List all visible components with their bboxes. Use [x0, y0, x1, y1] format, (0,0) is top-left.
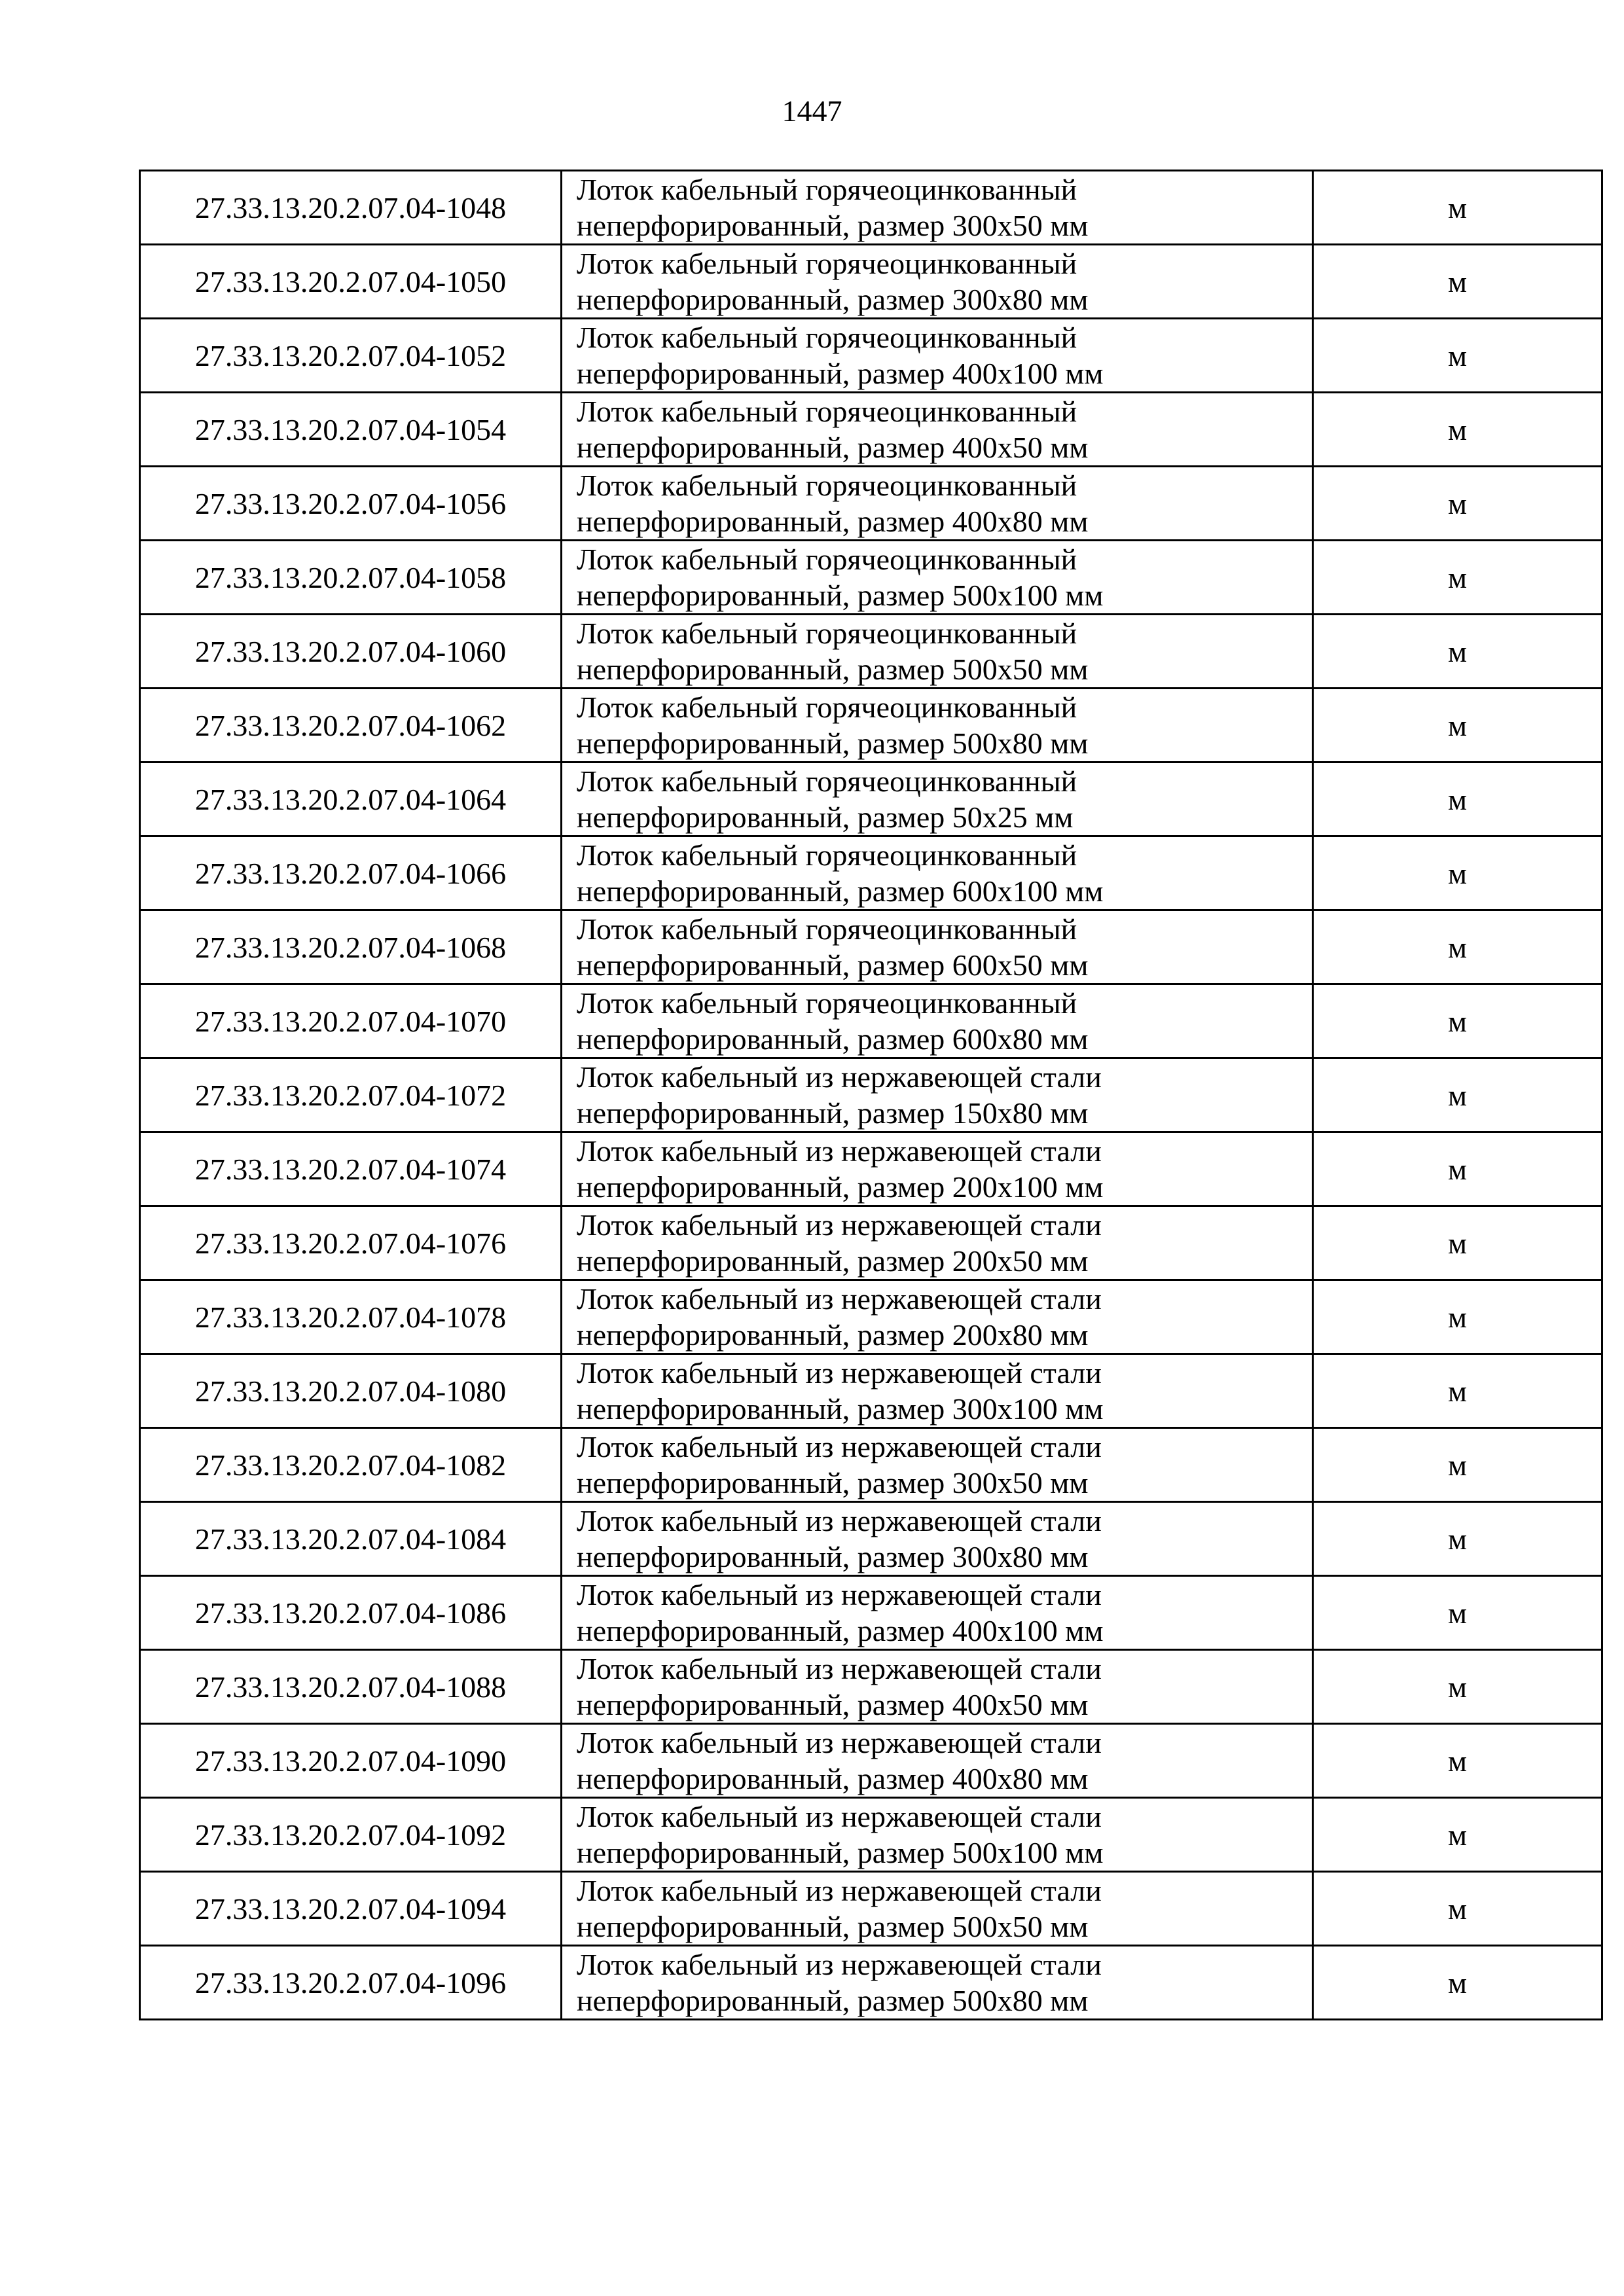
unit-cell: м — [1313, 467, 1602, 541]
resource-name-line-2: неперфорированный, размер 600x80 мм — [577, 1022, 1089, 1056]
resource-name-line-1: Лоток кабельный горячеоцинкованный — [577, 617, 1077, 650]
resource-name-cell — [562, 689, 1313, 762]
table-row — [140, 1058, 1602, 1132]
table-row — [140, 1428, 1602, 1502]
resource-name-line-2: неперфорированный, размер 400x80 мм — [577, 1762, 1089, 1795]
resource-name-line-2: неперфорированный, размер 300x100 мм — [577, 1392, 1104, 1426]
table-row — [140, 1206, 1602, 1280]
resource-name-line-1: Лоток кабельный горячеоцинкованный — [577, 691, 1077, 724]
resource-name-line-2: неперфорированный, размер 500x50 мм — [577, 653, 1089, 686]
resource-name-cell — [562, 1576, 1313, 1650]
resource-name-line-1: Лоток кабельный из нержавеющей стали — [577, 1874, 1102, 1907]
unit-cell: м — [1313, 319, 1602, 393]
table-row — [140, 1946, 1602, 2020]
resource-name-line-2: неперфорированный, размер 400x50 мм — [577, 431, 1089, 464]
unit-cell: м — [1313, 1058, 1602, 1132]
unit-cell: м — [1313, 910, 1602, 984]
unit-cell: м — [1313, 541, 1602, 615]
resource-name-cell — [562, 1058, 1313, 1132]
unit-cell: м — [1313, 1946, 1602, 2020]
resource-code-cell: 27.33.13.20.2.07.04-1088 — [140, 1650, 562, 1724]
resource-code-cell: 27.33.13.20.2.07.04-1090 — [140, 1724, 562, 1798]
resource-name-line-2: неперфорированный, размер 600x100 мм — [577, 874, 1104, 908]
catalog-table — [139, 170, 1603, 2020]
page-number: 1447 — [782, 94, 842, 128]
resource-name-line-1: Лоток кабельный горячеоцинкованный — [577, 986, 1077, 1020]
resource-name-cell — [562, 1650, 1313, 1724]
table-row — [140, 1576, 1602, 1650]
resource-name-line-2: неперфорированный, размер 150x80 мм — [577, 1096, 1089, 1130]
resource-name-line-2: неперфорированный, размер 500x80 мм — [577, 1984, 1089, 2017]
resource-code-cell: 27.33.13.20.2.07.04-1058 — [140, 541, 562, 615]
resource-name-line-1: Лоток кабельный горячеоцинкованный — [577, 764, 1077, 798]
unit-cell: м — [1313, 1872, 1602, 1946]
resource-name-line-1: Лоток кабельный горячеоцинкованный — [577, 247, 1077, 280]
resource-name-cell — [562, 1946, 1313, 2020]
resource-code-cell: 27.33.13.20.2.07.04-1080 — [140, 1354, 562, 1428]
table-row — [140, 171, 1602, 245]
resource-code-cell: 27.33.13.20.2.07.04-1050 — [140, 245, 562, 319]
table-row — [140, 762, 1602, 836]
resource-name-cell — [562, 171, 1313, 245]
resource-code-cell: 27.33.13.20.2.07.04-1062 — [140, 689, 562, 762]
table-row — [140, 1872, 1602, 1946]
resource-name-line-1: Лоток кабельный из нержавеющей стали — [577, 1504, 1102, 1537]
resource-code-cell: 27.33.13.20.2.07.04-1086 — [140, 1576, 562, 1650]
table-row — [140, 319, 1602, 393]
resource-name-line-2: неперфорированный, размер 400x80 мм — [577, 505, 1089, 538]
resource-code-cell: 27.33.13.20.2.07.04-1096 — [140, 1946, 562, 2020]
unit-cell: м — [1313, 1132, 1602, 1206]
resource-name-cell — [562, 467, 1313, 541]
resource-name-cell — [562, 1724, 1313, 1798]
resource-code-cell: 27.33.13.20.2.07.04-1060 — [140, 615, 562, 689]
unit-cell: м — [1313, 245, 1602, 319]
resource-code-cell: 27.33.13.20.2.07.04-1070 — [140, 984, 562, 1058]
unit-cell: м — [1313, 393, 1602, 467]
resource-code-cell: 27.33.13.20.2.07.04-1078 — [140, 1280, 562, 1354]
table-row — [140, 984, 1602, 1058]
resource-name-line-1: Лоток кабельный из нержавеющей стали — [577, 1578, 1102, 1611]
resource-name-cell — [562, 984, 1313, 1058]
resource-name-line-1: Лоток кабельный горячеоцинкованный — [577, 173, 1077, 206]
table-row — [140, 1280, 1602, 1354]
resource-code-cell: 27.33.13.20.2.07.04-1072 — [140, 1058, 562, 1132]
unit-cell: м — [1313, 1354, 1602, 1428]
resource-code-cell: 27.33.13.20.2.07.04-1084 — [140, 1502, 562, 1576]
resource-name-line-2: неперфорированный, размер 400x50 мм — [577, 1688, 1089, 1721]
resource-code-cell: 27.33.13.20.2.07.04-1092 — [140, 1798, 562, 1872]
resource-code-cell: 27.33.13.20.2.07.04-1054 — [140, 393, 562, 467]
resource-name-cell — [562, 1872, 1313, 1946]
unit-cell: м — [1313, 1798, 1602, 1872]
resource-name-line-1: Лоток кабельный из нержавеющей стали — [577, 1208, 1102, 1242]
resource-name-line-1: Лоток кабельный из нержавеющей стали — [577, 1800, 1102, 1833]
resource-name-line-2: неперфорированный, размер 400x100 мм — [577, 357, 1104, 390]
resource-name-cell — [562, 615, 1313, 689]
resource-name-line-2: неперфорированный, размер 500x80 мм — [577, 726, 1089, 760]
resource-name-cell — [562, 245, 1313, 319]
resource-name-cell — [562, 762, 1313, 836]
table-row — [140, 1132, 1602, 1206]
resource-name-cell — [562, 1206, 1313, 1280]
unit-cell: м — [1313, 689, 1602, 762]
unit-cell: м — [1313, 1576, 1602, 1650]
resource-name-cell — [562, 910, 1313, 984]
table-row — [140, 615, 1602, 689]
resource-name-line-1: Лоток кабельный из нержавеющей стали — [577, 1726, 1102, 1759]
resource-name-line-2: неперфорированный, размер 500x50 мм — [577, 1910, 1089, 1943]
table-row — [140, 836, 1602, 910]
resource-code-cell: 27.33.13.20.2.07.04-1048 — [140, 171, 562, 245]
resource-name-line-2: неперфорированный, размер 500x100 мм — [577, 1836, 1104, 1869]
resource-name-line-2: неперфорированный, размер 400x100 мм — [577, 1614, 1104, 1647]
resource-name-cell — [562, 393, 1313, 467]
resource-name-cell — [562, 1428, 1313, 1502]
resource-name-cell — [562, 541, 1313, 615]
resource-code-cell: 27.33.13.20.2.07.04-1064 — [140, 762, 562, 836]
resource-name-line-1: Лоток кабельный горячеоцинкованный — [577, 321, 1077, 354]
resource-code-cell: 27.33.13.20.2.07.04-1066 — [140, 836, 562, 910]
table-row — [140, 1354, 1602, 1428]
resource-name-line-1: Лоток кабельный из нержавеющей стали — [577, 1948, 1102, 1981]
table-row — [140, 689, 1602, 762]
resource-code-cell: 27.33.13.20.2.07.04-1074 — [140, 1132, 562, 1206]
resource-name-line-2: неперфорированный, размер 300x50 мм — [577, 1466, 1089, 1499]
resource-name-cell — [562, 1798, 1313, 1872]
resource-name-line-1: Лоток кабельный горячеоцинкованный — [577, 543, 1077, 576]
resource-name-line-2: неперфорированный, размер 200x80 мм — [577, 1318, 1089, 1352]
resource-name-line-2: неперфорированный, размер 300x80 мм — [577, 283, 1089, 316]
resource-name-cell — [562, 319, 1313, 393]
table-row — [140, 1798, 1602, 1872]
resource-name-line-1: Лоток кабельный горячеоцинкованный — [577, 912, 1077, 946]
unit-cell: м — [1313, 836, 1602, 910]
unit-cell: м — [1313, 762, 1602, 836]
resource-name-line-1: Лоток кабельный из нержавеющей стали — [577, 1356, 1102, 1390]
table-row — [140, 393, 1602, 467]
table-row — [140, 910, 1602, 984]
resource-name-line-1: Лоток кабельный горячеоцинкованный — [577, 469, 1077, 502]
resource-name-line-1: Лоток кабельный из нержавеющей стали — [577, 1060, 1102, 1094]
unit-cell: м — [1313, 1280, 1602, 1354]
unit-cell: м — [1313, 1502, 1602, 1576]
unit-cell: м — [1313, 984, 1602, 1058]
unit-cell: м — [1313, 1428, 1602, 1502]
resource-code-cell: 27.33.13.20.2.07.04-1076 — [140, 1206, 562, 1280]
resource-code-cell: 27.33.13.20.2.07.04-1082 — [140, 1428, 562, 1502]
resource-name-cell — [562, 1502, 1313, 1576]
table-row — [140, 1650, 1602, 1724]
resource-name-line-2: неперфорированный, размер 300x80 мм — [577, 1540, 1089, 1573]
resource-name-line-2: неперфорированный, размер 500x100 мм — [577, 579, 1104, 612]
resource-name-line-2: неперфорированный, размер 300x50 мм — [577, 209, 1089, 242]
resource-name-line-2: неперфорированный, размер 200x100 мм — [577, 1170, 1104, 1204]
resource-name-cell — [562, 1132, 1313, 1206]
table-row — [140, 1502, 1602, 1576]
resource-name-cell — [562, 1354, 1313, 1428]
unit-cell: м — [1313, 171, 1602, 245]
unit-cell: м — [1313, 615, 1602, 689]
catalog-table-body — [140, 171, 1602, 2020]
unit-cell: м — [1313, 1724, 1602, 1798]
resource-code-cell: 27.33.13.20.2.07.04-1056 — [140, 467, 562, 541]
resource-name-line-1: Лоток кабельный горячеоцинкованный — [577, 838, 1077, 872]
table-row — [140, 245, 1602, 319]
resource-name-line-1: Лоток кабельный из нержавеющей стали — [577, 1652, 1102, 1685]
resource-name-line-1: Лоток кабельный из нержавеющей стали — [577, 1282, 1102, 1316]
resource-name-line-1: Лоток кабельный из нержавеющей стали — [577, 1134, 1102, 1168]
resource-code-cell: 27.33.13.20.2.07.04-1094 — [140, 1872, 562, 1946]
resource-name-line-2: неперфорированный, размер 200x50 мм — [577, 1244, 1089, 1278]
resource-name-line-2: неперфорированный, размер 50x25 мм — [577, 800, 1074, 834]
resource-name-cell — [562, 1280, 1313, 1354]
resource-code-cell: 27.33.13.20.2.07.04-1052 — [140, 319, 562, 393]
table-row — [140, 1724, 1602, 1798]
unit-cell: м — [1313, 1206, 1602, 1280]
resource-name-line-2: неперфорированный, размер 600x50 мм — [577, 948, 1089, 982]
resource-name-line-1: Лоток кабельный из нержавеющей стали — [577, 1430, 1102, 1463]
resource-name-line-1: Лоток кабельный горячеоцинкованный — [577, 395, 1077, 428]
unit-cell: м — [1313, 1650, 1602, 1724]
table-row — [140, 467, 1602, 541]
resource-name-cell — [562, 836, 1313, 910]
resource-code-cell: 27.33.13.20.2.07.04-1068 — [140, 910, 562, 984]
table-row — [140, 541, 1602, 615]
